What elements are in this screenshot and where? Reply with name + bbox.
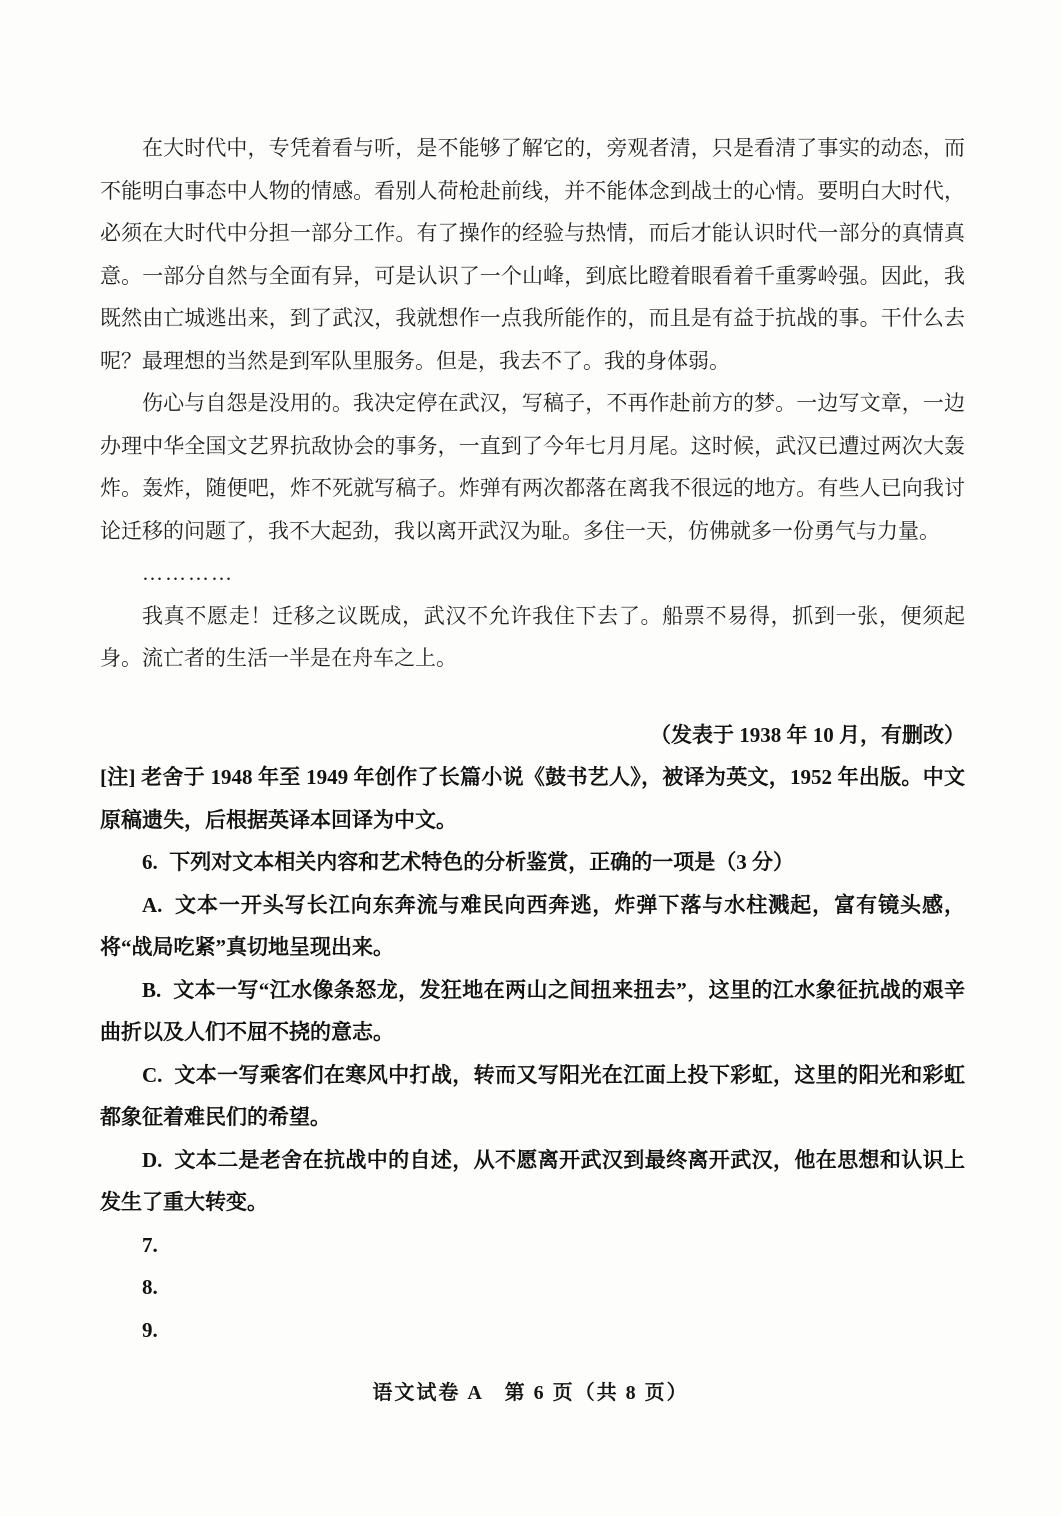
option-b-label: B. [142,977,162,1002]
passage-attribution: （发表于 1938 年 10 月，有删改） [650,722,965,747]
question-6-number: 6. [142,850,158,874]
question-6-option-c [100,1054,965,1139]
passage-ellipsis: ………… [142,561,234,585]
option-c-text: 文本一写乘客们在寒风中打战，转而又写阳光在江面上投下彩虹，这里的阳光和彩虹都象征着难民们的希望。 [100,1062,965,1129]
option-b-text: 文本一写“江水像条怒龙，发狂地在两山之间扭来扭去”，这里的江水象征抗战的艰辛曲折以及人们不屈不挠的意志。 [100,977,965,1044]
option-c-label: C. [142,1062,163,1087]
question-9 [100,1309,965,1352]
question-6-stem: 下列对文本相关内容和艺术特色的分析鉴赏，正确的一项是（3 分） [169,850,795,874]
option-a-text: 文本一开头写长江向东奔流与难民向西奔逃，炸弹下落与水柱溅起，富有镜头感，将“战局吃紧”真切地呈现出来。 [100,892,965,959]
question-6-option-b [100,969,965,1054]
passage-paragraph-3: 我真不愿走！迁移之议既成，武汉不允许我住下去了。船票不易得，抓到一张，便须起身。流亡者的生活一半是在舟车之上。 [100,603,965,670]
option-d-label: D. [142,1147,163,1172]
question-7-number: 7. [142,1232,158,1257]
question-6-option-d [100,1139,965,1224]
option-a-label: A. [142,892,163,917]
option-d-text: 文本二是老舍在抗战中的自述，从不愿离开武汉到最终离开武汉，他在思想和认识上发生了重大转变。 [100,1147,965,1214]
passage-paragraph-2: 伤心与自怨是没用的。我决定停在武汉，写稿子，不再作赴前方的梦。一边写文章，一边办理中华全国文艺界抗敌协会的事务，一直到了今年七月月尾。这时候，武汉已遭过两次大轰炸。轰炸，随便吧，炸不死就写稿子。炸弹有两次都落在离我不很远的地方。有些人已向我讨论迁移的问题了，我不大起劲，我以离开武汉为耻。多住一天，仿佛就多一份勇气与力量。 [100,391,965,543]
question-8-number: 8. [142,1275,158,1299]
passage-paragraph-1: 在大时代中，专凭着看与听，是不能够了解它的，旁观者清，只是看清了事实的动态，而不能明白事态中人物的情感。看别人荷枪赴前线，并不能体念到战士的心情。要明白大时代，必须在大时代中分担一部分工作。有了操作的经验与热情，而后才能认识时代一部分的真情真意。一部分自然与全面有异，可是认识了一个山峰，到底比瞪着眼看着千重雾岭强。因此，我既然由亡城逃出来，到了武汉，我就想作一点我所能作的，而且是有益于抗战的事。干什么去呢？最理想的当然是到军队里服务。但是，我去不了。我的身体弱。 [100,136,965,373]
page-footer: 语文试卷 A 第 6 页（共 8 页） [372,1382,689,1404]
question-8 [100,1266,965,1309]
passage-note: [注] 老舍于 1948 年至 1949 年创作了长篇小说《鼓书艺人》，被译为英文，1952 年出版。中文原稿遗失，后根据英译本回译为中文。 [100,765,965,832]
question-9-number: 9. [142,1317,158,1342]
question-6-option-a [100,884,965,969]
question-7 [100,1224,965,1267]
question-6 [100,841,965,884]
